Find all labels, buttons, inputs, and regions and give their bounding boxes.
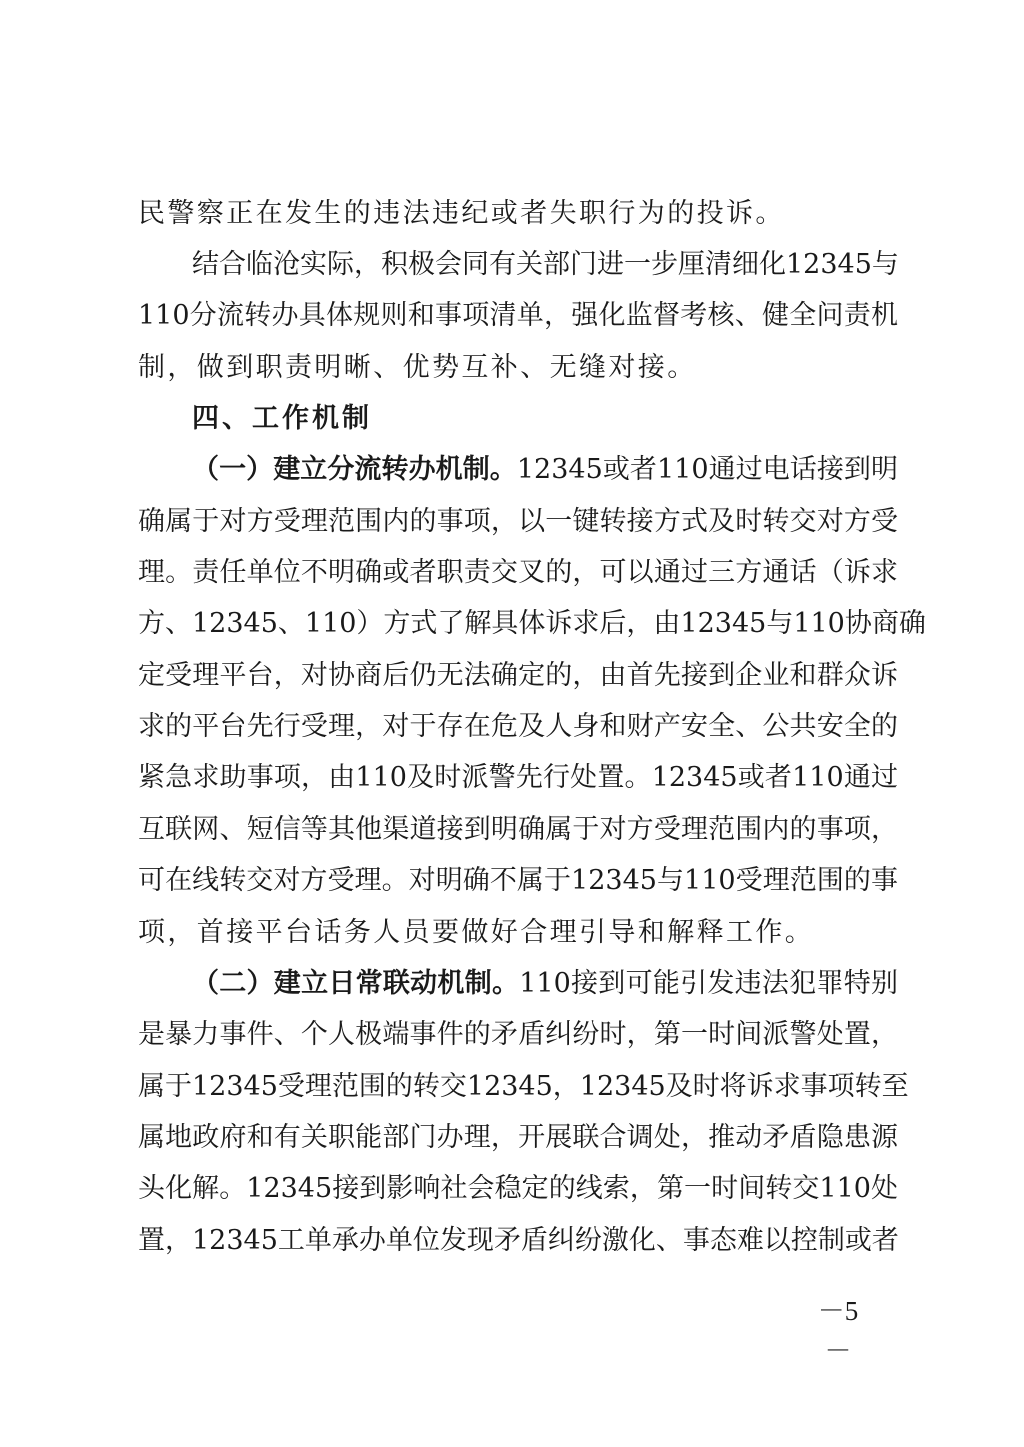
text-line: 互联网、短信等其他渠道接到明确属于对方受理范围内的事项， (138, 814, 898, 845)
text-line: 110分流转办具体规则和事项清单，强化监督考核、健全问责机 (138, 300, 898, 331)
text-line: 求的平台先行受理，对于存在危及人身和财产安全、公共安全的 (138, 711, 898, 742)
page-number: －5－ (817, 1296, 859, 1366)
text-line: 确属于对方受理范围内的事项，以一键转接方式及时转交对方受 (138, 506, 898, 537)
text-line: 可在线转交对方受理。对明确不属于12345与110受理范围的事 (138, 865, 898, 896)
text-line (192, 964, 898, 1004)
text-line: 项，首接平台话务人员要做好合理引导和解释工作。 (138, 917, 815, 948)
text-line: 民警察正在发生的违法违纪或者失职行为的投诉。 (138, 198, 785, 229)
subsection-title: （一）建立分流转办机制。 (192, 454, 517, 485)
text-line: 定受理平台，对协商后仍无法确定的，由首先接到企业和群众诉 (138, 660, 898, 691)
subsection-title: （二）建立日常联动机制。 (192, 968, 520, 999)
text-line: 属于12345受理范围的转交12345，12345及时将诉求事项转至 (138, 1071, 909, 1102)
text-line: 制，做到职责明晰、优势互补、无缝对接。 (138, 352, 697, 383)
text-line: 理。责任单位不明确或者职责交叉的，可以通过三方通话（诉求 (138, 557, 898, 588)
text-line: 属地政府和有关职能部门办理，开展联合调处，推动矛盾隐患源 (138, 1122, 898, 1153)
section-heading: 四、工作机制 (192, 403, 372, 434)
text-line: 头化解。12345接到影响社会稳定的线索，第一时间转交110处 (138, 1173, 898, 1204)
text-line: 方、12345、110）方式了解具体诉求后，由12345与110协商确 (138, 608, 926, 639)
text-run: 12345或者110通过电话接到明 (516, 454, 898, 485)
text-line: 紧急求助事项，由110及时派警先行处置。12345或者110通过 (138, 762, 898, 793)
text-line (192, 450, 898, 490)
text-run: 110接到可能引发违法犯罪特别 (519, 968, 898, 999)
text-line: 置，12345工单承办单位发现矛盾纠纷激化、事态难以控制或者 (138, 1225, 899, 1256)
text-line: 是暴力事件、个人极端事件的矛盾纠纷时，第一时间派警处置， (138, 1019, 898, 1050)
text-line: 结合临沧实际，积极会同有关部门进一步厘清细化12345与 (192, 249, 899, 280)
